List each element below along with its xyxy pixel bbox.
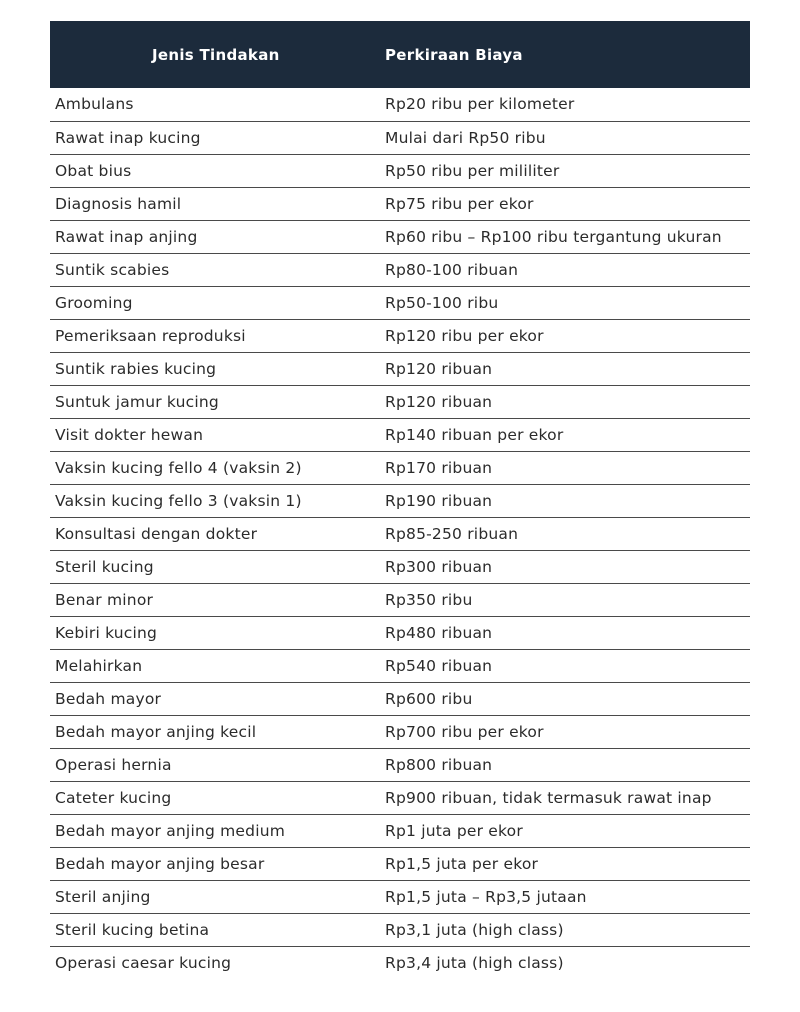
price-table: [50, 21, 750, 979]
estimated-cost-cell: Rp120 ribuan: [385, 392, 493, 411]
procedure-name-cell: Bedah mayor anjing besar: [55, 854, 265, 873]
estimated-cost-cell: Rp700 ribu per ekor: [385, 722, 544, 741]
estimated-cost-cell: Rp600 ribu: [385, 689, 473, 708]
procedure-name-cell: Rawat inap anjing: [55, 227, 198, 246]
procedure-name-cell: Operasi caesar kucing: [55, 953, 232, 972]
procedure-name-cell: Vaksin kucing fello 3 (vaksin 1): [55, 491, 302, 510]
procedure-name-cell: Benar minor: [55, 590, 154, 609]
table-row: [50, 946, 750, 979]
estimated-cost-cell: Rp50 ribu per mililiter: [385, 161, 560, 180]
price-table-container: [50, 21, 750, 979]
table-row: [50, 220, 750, 253]
table-row: [50, 748, 750, 781]
estimated-cost-cell: Rp540 ribuan: [385, 656, 493, 675]
estimated-cost-cell: Rp190 ribuan: [385, 491, 493, 510]
estimated-cost-cell: Rp80-100 ribuan: [385, 260, 519, 279]
procedure-name-cell: Grooming: [55, 293, 133, 312]
estimated-cost-cell: Rp900 ribuan, tidak termasuk rawat inap: [385, 788, 712, 807]
table-row: [50, 418, 750, 451]
table-row: [50, 253, 750, 286]
estimated-cost-cell: Rp3,4 juta (high class): [385, 953, 564, 972]
procedure-name-cell: Kebiri kucing: [55, 623, 158, 642]
table-row: [50, 319, 750, 352]
estimated-cost-cell: Rp140 ribuan per ekor: [385, 425, 564, 444]
procedure-name-cell: Ambulans: [55, 95, 134, 114]
table-row: [50, 385, 750, 418]
procedure-name-cell: Rawat inap kucing: [55, 128, 201, 147]
table-row: [50, 913, 750, 946]
table-row: [50, 154, 750, 187]
estimated-cost-cell: Rp20 ribu per kilometer: [385, 95, 575, 114]
table-row: [50, 682, 750, 715]
table-row: [50, 781, 750, 814]
estimated-cost-cell: Rp1,5 juta – Rp3,5 jutaan: [385, 887, 587, 906]
table-row: [50, 616, 750, 649]
estimated-cost-cell: Rp120 ribuan: [385, 359, 493, 378]
procedure-name-cell: Cateter kucing: [55, 788, 172, 807]
procedure-name-cell: Pemeriksaan reproduksi: [55, 326, 246, 345]
estimated-cost-cell: Rp50-100 ribu: [385, 293, 499, 312]
procedure-name-cell: Obat bius: [55, 161, 132, 180]
procedure-name-cell: Vaksin kucing fello 4 (vaksin 2): [55, 458, 302, 477]
table-row: [50, 352, 750, 385]
procedure-name-cell: Diagnosis hamil: [55, 194, 182, 213]
table-row: [50, 187, 750, 220]
table-row: [50, 880, 750, 913]
estimated-cost-cell: Rp85-250 ribuan: [385, 524, 519, 543]
table-row: [50, 649, 750, 682]
estimated-cost-cell: Rp300 ribuan: [385, 557, 493, 576]
procedure-name-cell: Steril anjing: [55, 887, 151, 906]
table-header: [50, 21, 750, 88]
table-row: [50, 583, 750, 616]
table-row: [50, 121, 750, 154]
procedure-name-cell: Visit dokter hewan: [55, 425, 204, 444]
table-row: [50, 715, 750, 748]
estimated-cost-cell: Rp1,5 juta per ekor: [385, 854, 539, 873]
estimated-cost-cell: Rp75 ribu per ekor: [385, 194, 534, 213]
table-row: [50, 550, 750, 583]
estimated-cost-cell: Rp60 ribu – Rp100 ribu tergantung ukuran: [385, 227, 722, 246]
estimated-cost-cell: Rp350 ribu: [385, 590, 473, 609]
table-row: [50, 814, 750, 847]
estimated-cost-cell: Mulai dari Rp50 ribu: [385, 128, 546, 147]
table-row: [50, 451, 750, 484]
estimated-cost-cell: Rp120 ribu per ekor: [385, 326, 544, 345]
table-row: [50, 517, 750, 550]
procedure-name-cell: Suntik scabies: [55, 260, 170, 279]
header-perkiraan-biaya: Perkiraan Biaya: [385, 45, 523, 64]
procedure-name-cell: Melahirkan: [55, 656, 143, 675]
estimated-cost-cell: Rp170 ribuan: [385, 458, 493, 477]
header-jenis-tindakan: Jenis Tindakan: [152, 45, 280, 64]
procedure-name-cell: Konsultasi dengan dokter: [55, 524, 258, 543]
header-row: [50, 21, 750, 88]
procedure-name-cell: Bedah mayor anjing kecil: [55, 722, 257, 741]
procedure-name-cell: Bedah mayor anjing medium: [55, 821, 286, 840]
procedure-name-cell: Steril kucing: [55, 557, 154, 576]
table-body: [50, 88, 750, 979]
procedure-name-cell: Suntuk jamur kucing: [55, 392, 219, 411]
table-row: [50, 286, 750, 319]
estimated-cost-cell: Rp480 ribuan: [385, 623, 493, 642]
procedure-name-cell: Bedah mayor: [55, 689, 162, 708]
procedure-name-cell: Suntik rabies kucing: [55, 359, 217, 378]
table-row: [50, 88, 750, 121]
procedure-name-cell: Steril kucing betina: [55, 920, 210, 939]
table-row: [50, 484, 750, 517]
procedure-name-cell: Operasi hernia: [55, 755, 172, 774]
estimated-cost-cell: Rp1 juta per ekor: [385, 821, 523, 840]
estimated-cost-cell: Rp800 ribuan: [385, 755, 493, 774]
table-row: [50, 847, 750, 880]
estimated-cost-cell: Rp3,1 juta (high class): [385, 920, 564, 939]
